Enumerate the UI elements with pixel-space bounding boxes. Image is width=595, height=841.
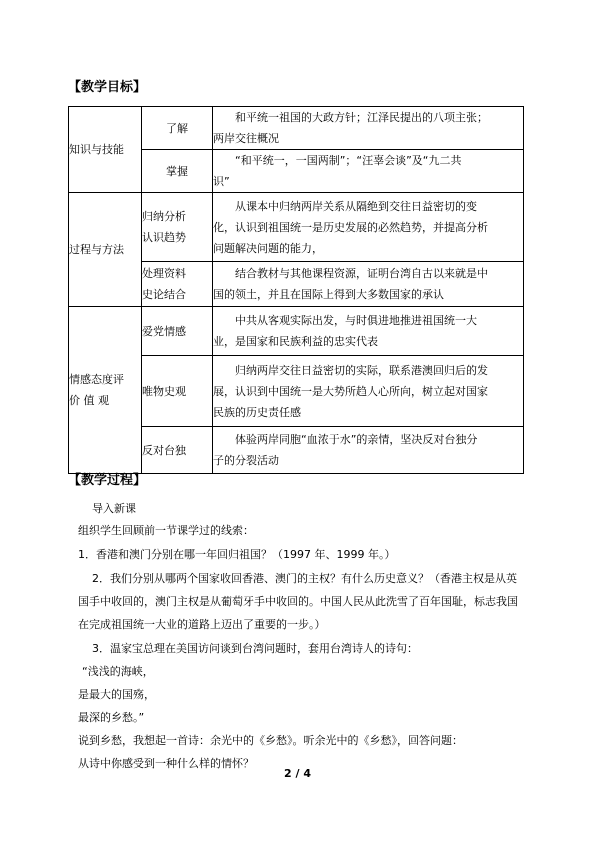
paragraph-line: 3．温家宝总理在美国访问谈到台湾问题时，套用台湾诗人的诗句：	[92, 642, 418, 655]
table-row	[69, 307, 524, 356]
category-knowledge: 知识与技能	[69, 107, 142, 193]
item-label: 反对台独	[142, 427, 213, 474]
paragraph-line: 从诗中你感受到一种什么样的情怀？	[78, 757, 254, 770]
table-row	[69, 107, 524, 150]
item-label: 归纳分析 认识趋势	[142, 193, 213, 262]
item-description: 和平统一祖国的大政方针；江泽民提出的八项主张； 两岸交往概况	[213, 107, 524, 150]
item-label: 爱党情感	[142, 307, 213, 356]
objectives-heading: 【教学目标】	[68, 80, 147, 95]
paragraph-line: 在完成祖国统一大业的道路上迈出了重要的一步。）	[78, 618, 326, 631]
paragraph-line: 组织学生回顾前一节课学过的线索：	[78, 524, 254, 537]
item-label: 掌握	[142, 150, 213, 193]
paragraph-line: 说到乡愁，我想起一首诗：余光中的《乡愁》。听余光中的《乡愁》，回答问题：	[78, 734, 463, 747]
paragraph-line: 导入新课	[92, 502, 136, 515]
poem-line: “浅浅的海峡，	[82, 665, 154, 678]
item-description: 体验两岸同胞“血浓于水”的亲情，坚决反对台独分 子的分裂活动	[213, 427, 524, 474]
item-description: “和平统一，一国两制”；“汪辜会谈”及“九二共 识”	[213, 150, 524, 193]
item-description: 归纳两岸交往日益密切的实际，联系港澳回归后的发 展，认识到中国统一是大势所趋人心所向，树立起对国家 民族的历史责任感	[213, 356, 524, 427]
item-description: 从课本中归纳两岸关系从隔绝到交往日益密切的变 化，认识到祖国统一是历史发展的必然趋势，并提高分析 问题解决问题的能力，	[213, 193, 524, 262]
item-label: 唯物史观	[142, 356, 213, 427]
paragraph-line: 2．我们分别从哪两个国家收回香港、澳门的主权？有什么历史意义？（香港主权是从英	[92, 572, 517, 585]
process-heading: 【教学过程】	[68, 473, 147, 488]
item-description: 结合教材与其他课程资源，证明台湾自古以来就是中 国的领土，并且在国际上得到大多数国家的承认	[213, 262, 524, 307]
category-attitude: 情感态度评 价 值 观	[69, 307, 142, 474]
category-process: 过程与方法	[69, 193, 142, 307]
poem-line: 最深的乡愁。”	[78, 711, 145, 724]
item-description: 中共从客观实际出发，与时俱进地推进祖国统一大 业，是国家和民族利益的忠实代表	[213, 307, 524, 356]
paragraph-line: 1．香港和澳门分别在哪一年回归祖国？（1997 年、1999 年。）	[78, 548, 396, 561]
poem-line: 是最大的国殇，	[78, 688, 155, 701]
page-number: 2 / 4	[284, 767, 311, 780]
table-row	[69, 193, 524, 262]
objectives-table	[68, 106, 524, 474]
item-label: 了解	[142, 107, 213, 150]
item-label: 处理资料 史论结合	[142, 262, 213, 307]
paragraph-line: 国手中收回的，澳门主权是从葡萄牙手中收回的。中国人民从此洗雪了百年国耻，标志我国	[78, 595, 518, 608]
